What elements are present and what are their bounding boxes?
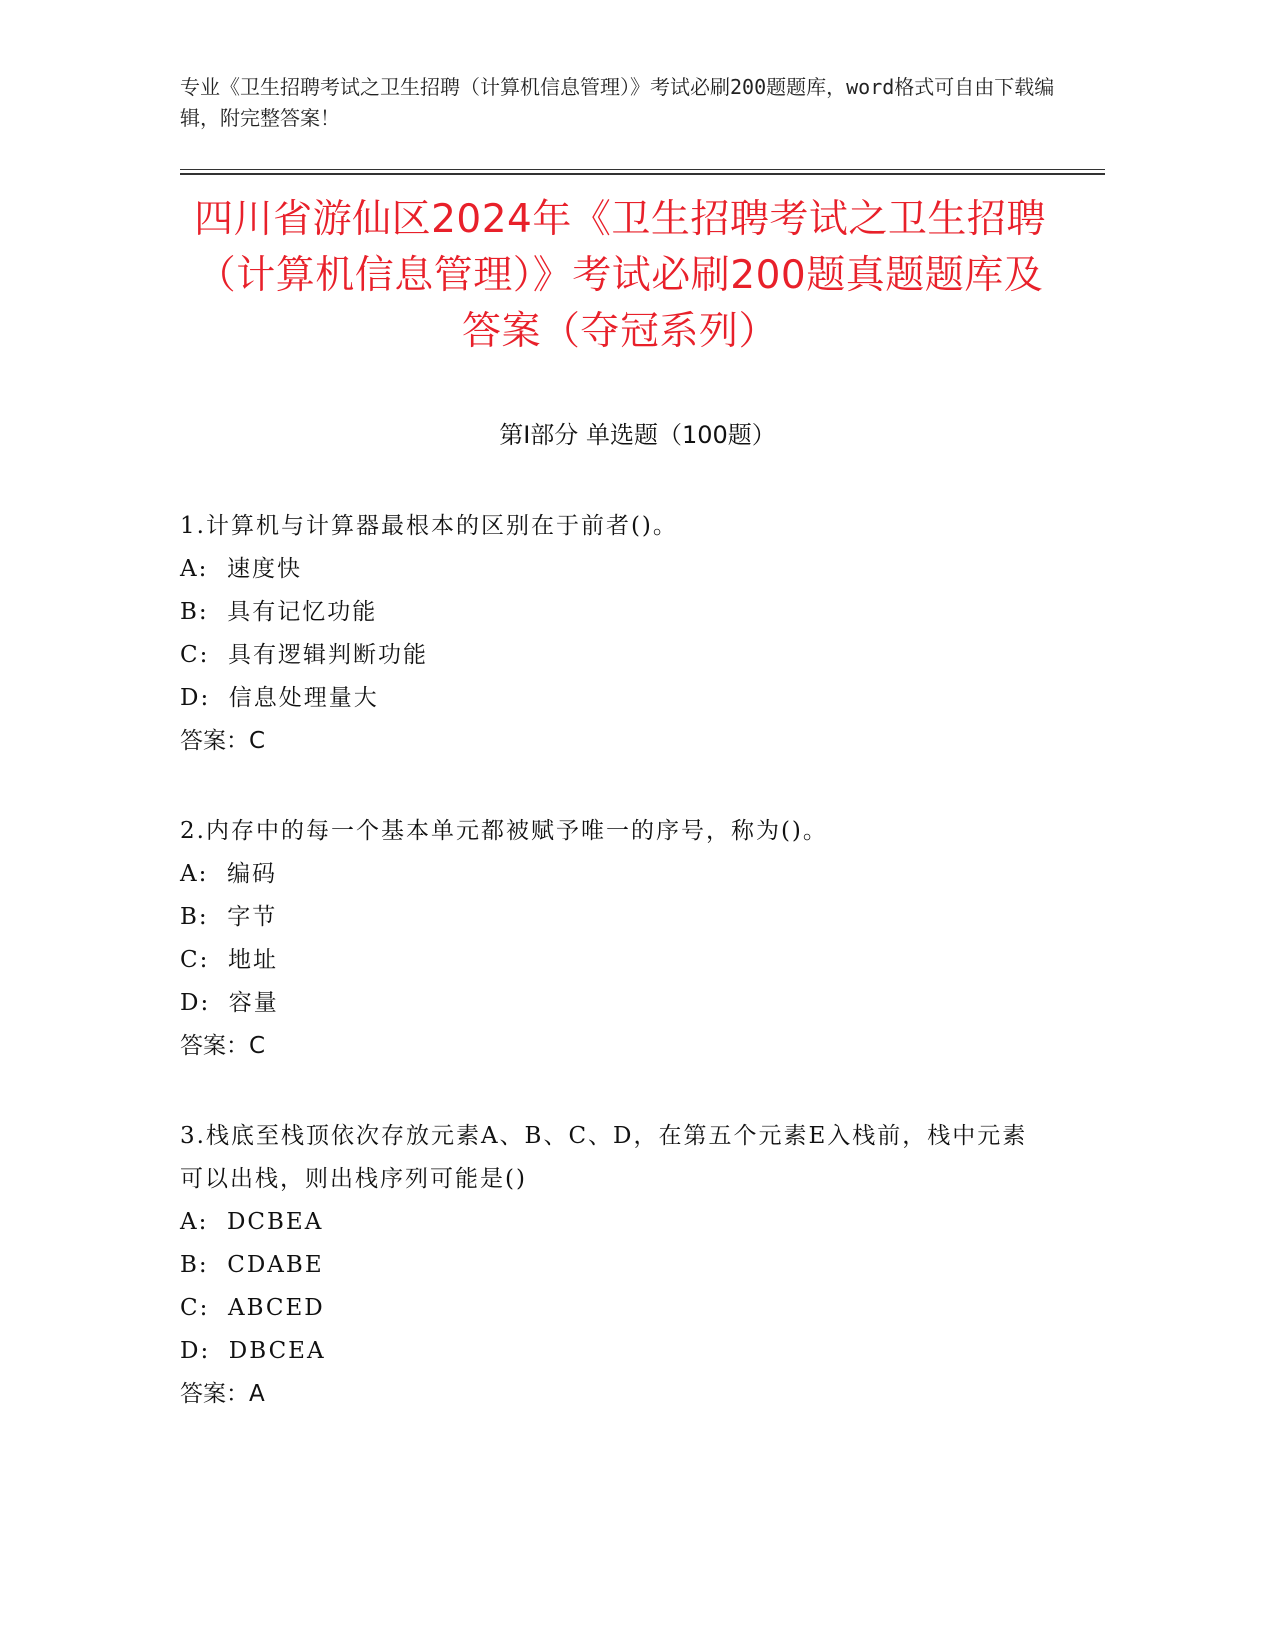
question-1 <box>180 505 1040 763</box>
option-c: C: 地址 <box>180 947 278 973</box>
header-divider-thin <box>180 169 1105 170</box>
option-a: A: DCBEA <box>180 1209 324 1235</box>
question-stem: 3.栈底至栈顶依次存放元素A、B、C、D，在第五个元素E入栈前，栈中元素可以出栈，则出栈序列可能是() <box>180 1123 1028 1192</box>
question-2 <box>180 810 1040 1068</box>
question-stem: 2.内存中的每一个基本单元都被赋予唯一的序号，称为()。 <box>180 818 828 844</box>
option-d: D: DBCEA <box>180 1338 326 1364</box>
header-divider-thick <box>180 173 1105 175</box>
option-b: B: CDABE <box>180 1252 324 1278</box>
option-d: D: 信息处理量大 <box>180 685 379 711</box>
document-title: 四川省游仙区2024年《卫生招聘考试之卫生招聘（计算机信息管理）》考试必刷200题真题题库及答案（夺冠系列） <box>194 197 1046 354</box>
option-b: B: 具有记忆功能 <box>180 599 378 625</box>
option-b: B: 字节 <box>180 904 278 930</box>
answer: 答案：C <box>180 1033 266 1059</box>
option-c: C: 具有逻辑判断功能 <box>180 642 428 668</box>
answer: 答案：C <box>180 728 266 754</box>
question-3 <box>180 1115 1040 1416</box>
section-heading: 第Ⅰ部分 单选题（100题） <box>499 421 776 449</box>
option-a: A: 速度快 <box>180 556 302 582</box>
option-d: D: 容量 <box>180 990 279 1016</box>
answer: 答案：A <box>180 1381 265 1407</box>
option-a: A: 编码 <box>180 861 277 887</box>
option-c: C: ABCED <box>180 1295 325 1321</box>
header-note: 专业《卫生招聘考试之卫生招聘（计算机信息管理）》考试必刷200题题库，word格式可自由下载编辑，附完整答案！ <box>180 75 1055 130</box>
question-stem: 1.计算机与计算器最根本的区别在于前者()。 <box>180 513 678 539</box>
